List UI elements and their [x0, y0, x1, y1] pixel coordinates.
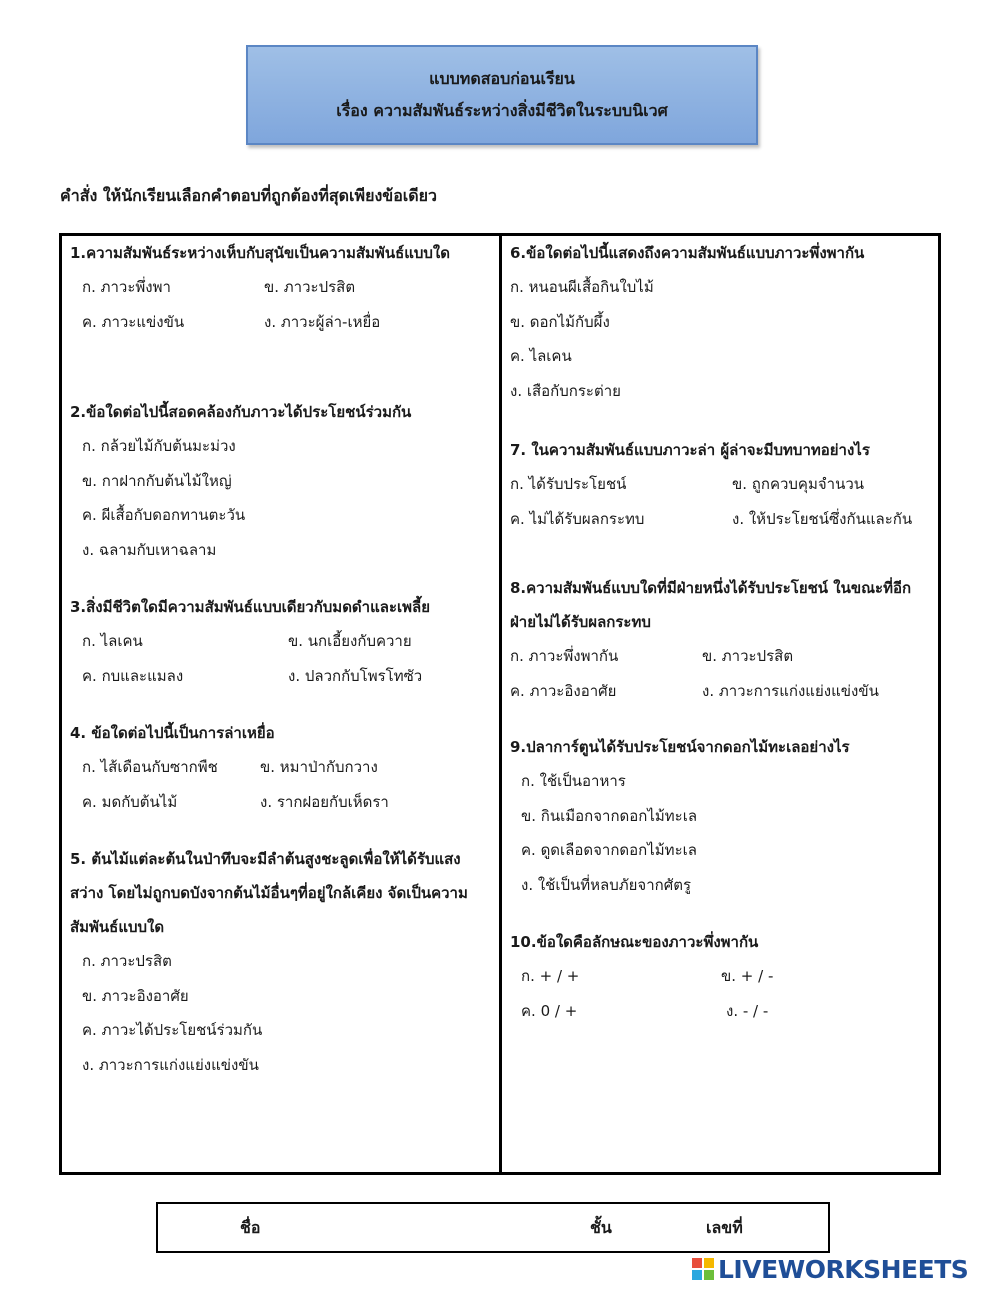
question-text: 2.ข้อใดต่อไปนี้สอดคล้องกับภาวะได้ประโยชน์ร่วมกัน — [70, 403, 412, 421]
option-c[interactable]: ค. ภาวะแข่งขัน — [82, 312, 185, 331]
question-5 — [70, 842, 486, 1082]
option-a[interactable]: ก. กล้วยไม้กับต้นมะม่วง — [82, 437, 236, 455]
option-d[interactable]: ง. ใช้เป็นที่หลบภัยจากศัตรู — [521, 875, 692, 894]
option-b[interactable]: ข. กินเมือกจากดอกไม้ทะเล — [521, 806, 698, 825]
option-a[interactable]: ก. ไส้เดือนกับซากพืช — [82, 758, 218, 776]
option-c[interactable]: ค. มดกับต้นไม้ — [82, 792, 178, 811]
question-text: 1.ความสัมพันธ์ระหว่างเห็บกับสุนัขเป็นความสัมพันธ์แบบใด — [70, 244, 451, 262]
question-4 — [70, 716, 486, 819]
title-line-2: เรื่อง ความสัมพันธ์ระหว่างสิ่งมีชีวิตในระบบนิเวศ — [336, 101, 668, 120]
question-9 — [510, 730, 935, 902]
liveworksheets-logo-icon — [692, 1258, 714, 1280]
option-a[interactable]: ก. + / + — [521, 967, 580, 985]
option-a[interactable]: ก. ไลเคน — [82, 632, 143, 650]
option-d[interactable]: ง. ภาวะการแก่งแย่งแข่งขัน — [82, 1055, 259, 1074]
option-b[interactable]: ข. ภาวะปรสิต — [702, 647, 794, 665]
question-text: 9.ปลาการ์ตูนได้รับประโยชน์จากดอกไม้ทะเลอย่างไร — [510, 738, 850, 756]
option-b[interactable]: ข. ภาวะปรสิต — [264, 278, 356, 296]
name-label: ชื่อ — [240, 1218, 261, 1237]
option-c[interactable]: ค. ผีเสื้อกับดอกทานตะวัน — [82, 506, 246, 524]
question-text: 10.ข้อใดคือลักษณะของภาวะพึ่งพากัน — [510, 933, 759, 951]
option-c[interactable]: ค. ภาวะอิงอาศัย — [510, 681, 617, 700]
question-3 — [70, 590, 486, 693]
option-a[interactable]: ก. ภาวะพึ่งพา — [82, 278, 171, 296]
question-8 — [510, 571, 935, 708]
number-label: เลขที่ — [706, 1218, 743, 1237]
option-b[interactable]: ข. นกเอี้ยงกับควาย — [288, 632, 412, 650]
question-text: 4. ข้อใดต่อไปนี้เป็นการล่าเหยื่อ — [70, 724, 275, 742]
option-d[interactable]: ง. ภาวะผู้ล่า-เหยื่อ — [264, 312, 381, 331]
class-label: ชั้น — [590, 1218, 612, 1237]
option-c[interactable]: ค. 0 / + — [521, 1001, 578, 1020]
option-a[interactable]: ก. ได้รับประโยชน์ — [510, 475, 627, 493]
question-6 — [510, 236, 935, 408]
question-2 — [70, 395, 486, 567]
option-d[interactable]: ง. รากฝอยกับเห็ดรา — [260, 792, 389, 811]
option-d[interactable]: ง. ปลวกกับโพรโทซัว — [288, 666, 423, 685]
question-text: 3.สิ่งมีชีวิตใดมีความสัมพันธ์แบบเดียวกับมดดำและเพลี้ย — [70, 598, 431, 616]
column-divider — [499, 236, 502, 1172]
option-b[interactable]: ข. ภาวะอิงอาศัย — [82, 986, 189, 1005]
option-d[interactable]: ง. - / - — [726, 1001, 769, 1020]
title-line-1: แบบทดสอบก่อนเรียน — [429, 69, 575, 88]
option-a[interactable]: ก. ภาวะปรสิต — [82, 952, 172, 970]
logo-text: LIVEWORKSHEETS — [718, 1254, 969, 1284]
option-a[interactable]: ก. หนอนผีเสื้อกินใบไม้ — [510, 278, 654, 296]
question-text: 7. ในความสัมพันธ์แบบภาวะล่า ผู้ล่าจะมีบทบาทอย่างไร — [510, 441, 870, 459]
option-b[interactable]: ข. + / - — [721, 967, 774, 985]
option-b[interactable]: ข. กาฝากกับต้นไม้ใหญ่ — [82, 471, 232, 490]
student-info-box — [156, 1202, 830, 1253]
question-10 — [510, 925, 935, 1028]
option-c[interactable]: ค. ภาวะได้ประโยชน์ร่วมกัน — [82, 1021, 263, 1039]
option-d[interactable]: ง. ภาวะการแก่งแย่งแข่งขัน — [702, 681, 879, 700]
option-b[interactable]: ข. ดอกไม้กับผึ้ง — [510, 312, 610, 331]
title-box — [246, 45, 758, 145]
question-text: 5. ต้นไม้แต่ละต้นในป่าทึบจะมีลำต้นสูงชะลูดเพื่อให้ได้รับแสงสว่าง โดยไม่ถูกบดบังจากต้นไม้อื่นๆที่อยู่ใกล้เคียง จัดเป็นความสัมพันธ์แบบใด — [70, 850, 468, 936]
option-a[interactable]: ก. ใช้เป็นอาหาร — [521, 772, 626, 790]
option-c[interactable]: ค. ดูดเลือดจากดอกไม้ทะเล — [521, 841, 697, 859]
question-text: 6.ข้อใดต่อไปนี้แสดงถึงความสัมพันธ์แบบภาวะพึ่งพากัน — [510, 244, 865, 262]
question-sheet — [59, 233, 941, 1175]
question-7 — [510, 433, 935, 536]
option-b[interactable]: ข. ถูกควบคุมจำนวน — [732, 475, 864, 493]
option-d[interactable]: ง. เสือกับกระต่าย — [510, 381, 621, 400]
option-c[interactable]: ค. ไลเคน — [510, 347, 572, 365]
option-b[interactable]: ข. หมาป่ากับกวาง — [260, 758, 378, 776]
liveworksheets-logo — [692, 1252, 968, 1286]
option-a[interactable]: ก. ภาวะพึ่งพากัน — [510, 647, 619, 665]
option-c[interactable]: ค. ไม่ได้รับผลกระทบ — [510, 509, 645, 528]
question-1 — [70, 236, 486, 339]
option-d[interactable]: ง. ฉลามกับเหาฉลาม — [82, 540, 217, 559]
instruction-text: คำสั่ง ให้นักเรียนเลือกคำตอบที่ถูกต้องที่สุดเพียงข้อเดียว — [60, 186, 438, 205]
option-c[interactable]: ค. กบและแมลง — [82, 666, 184, 685]
option-d[interactable]: ง. ให้ประโยชน์ซึ่งกันและกัน — [732, 509, 913, 528]
question-text: 8.ความสัมพันธ์แบบใดที่มีฝ่ายหนึ่งได้รับประโยชน์ ในขณะที่อีกฝ่ายไม่ได้รับผลกระทบ — [510, 579, 912, 631]
